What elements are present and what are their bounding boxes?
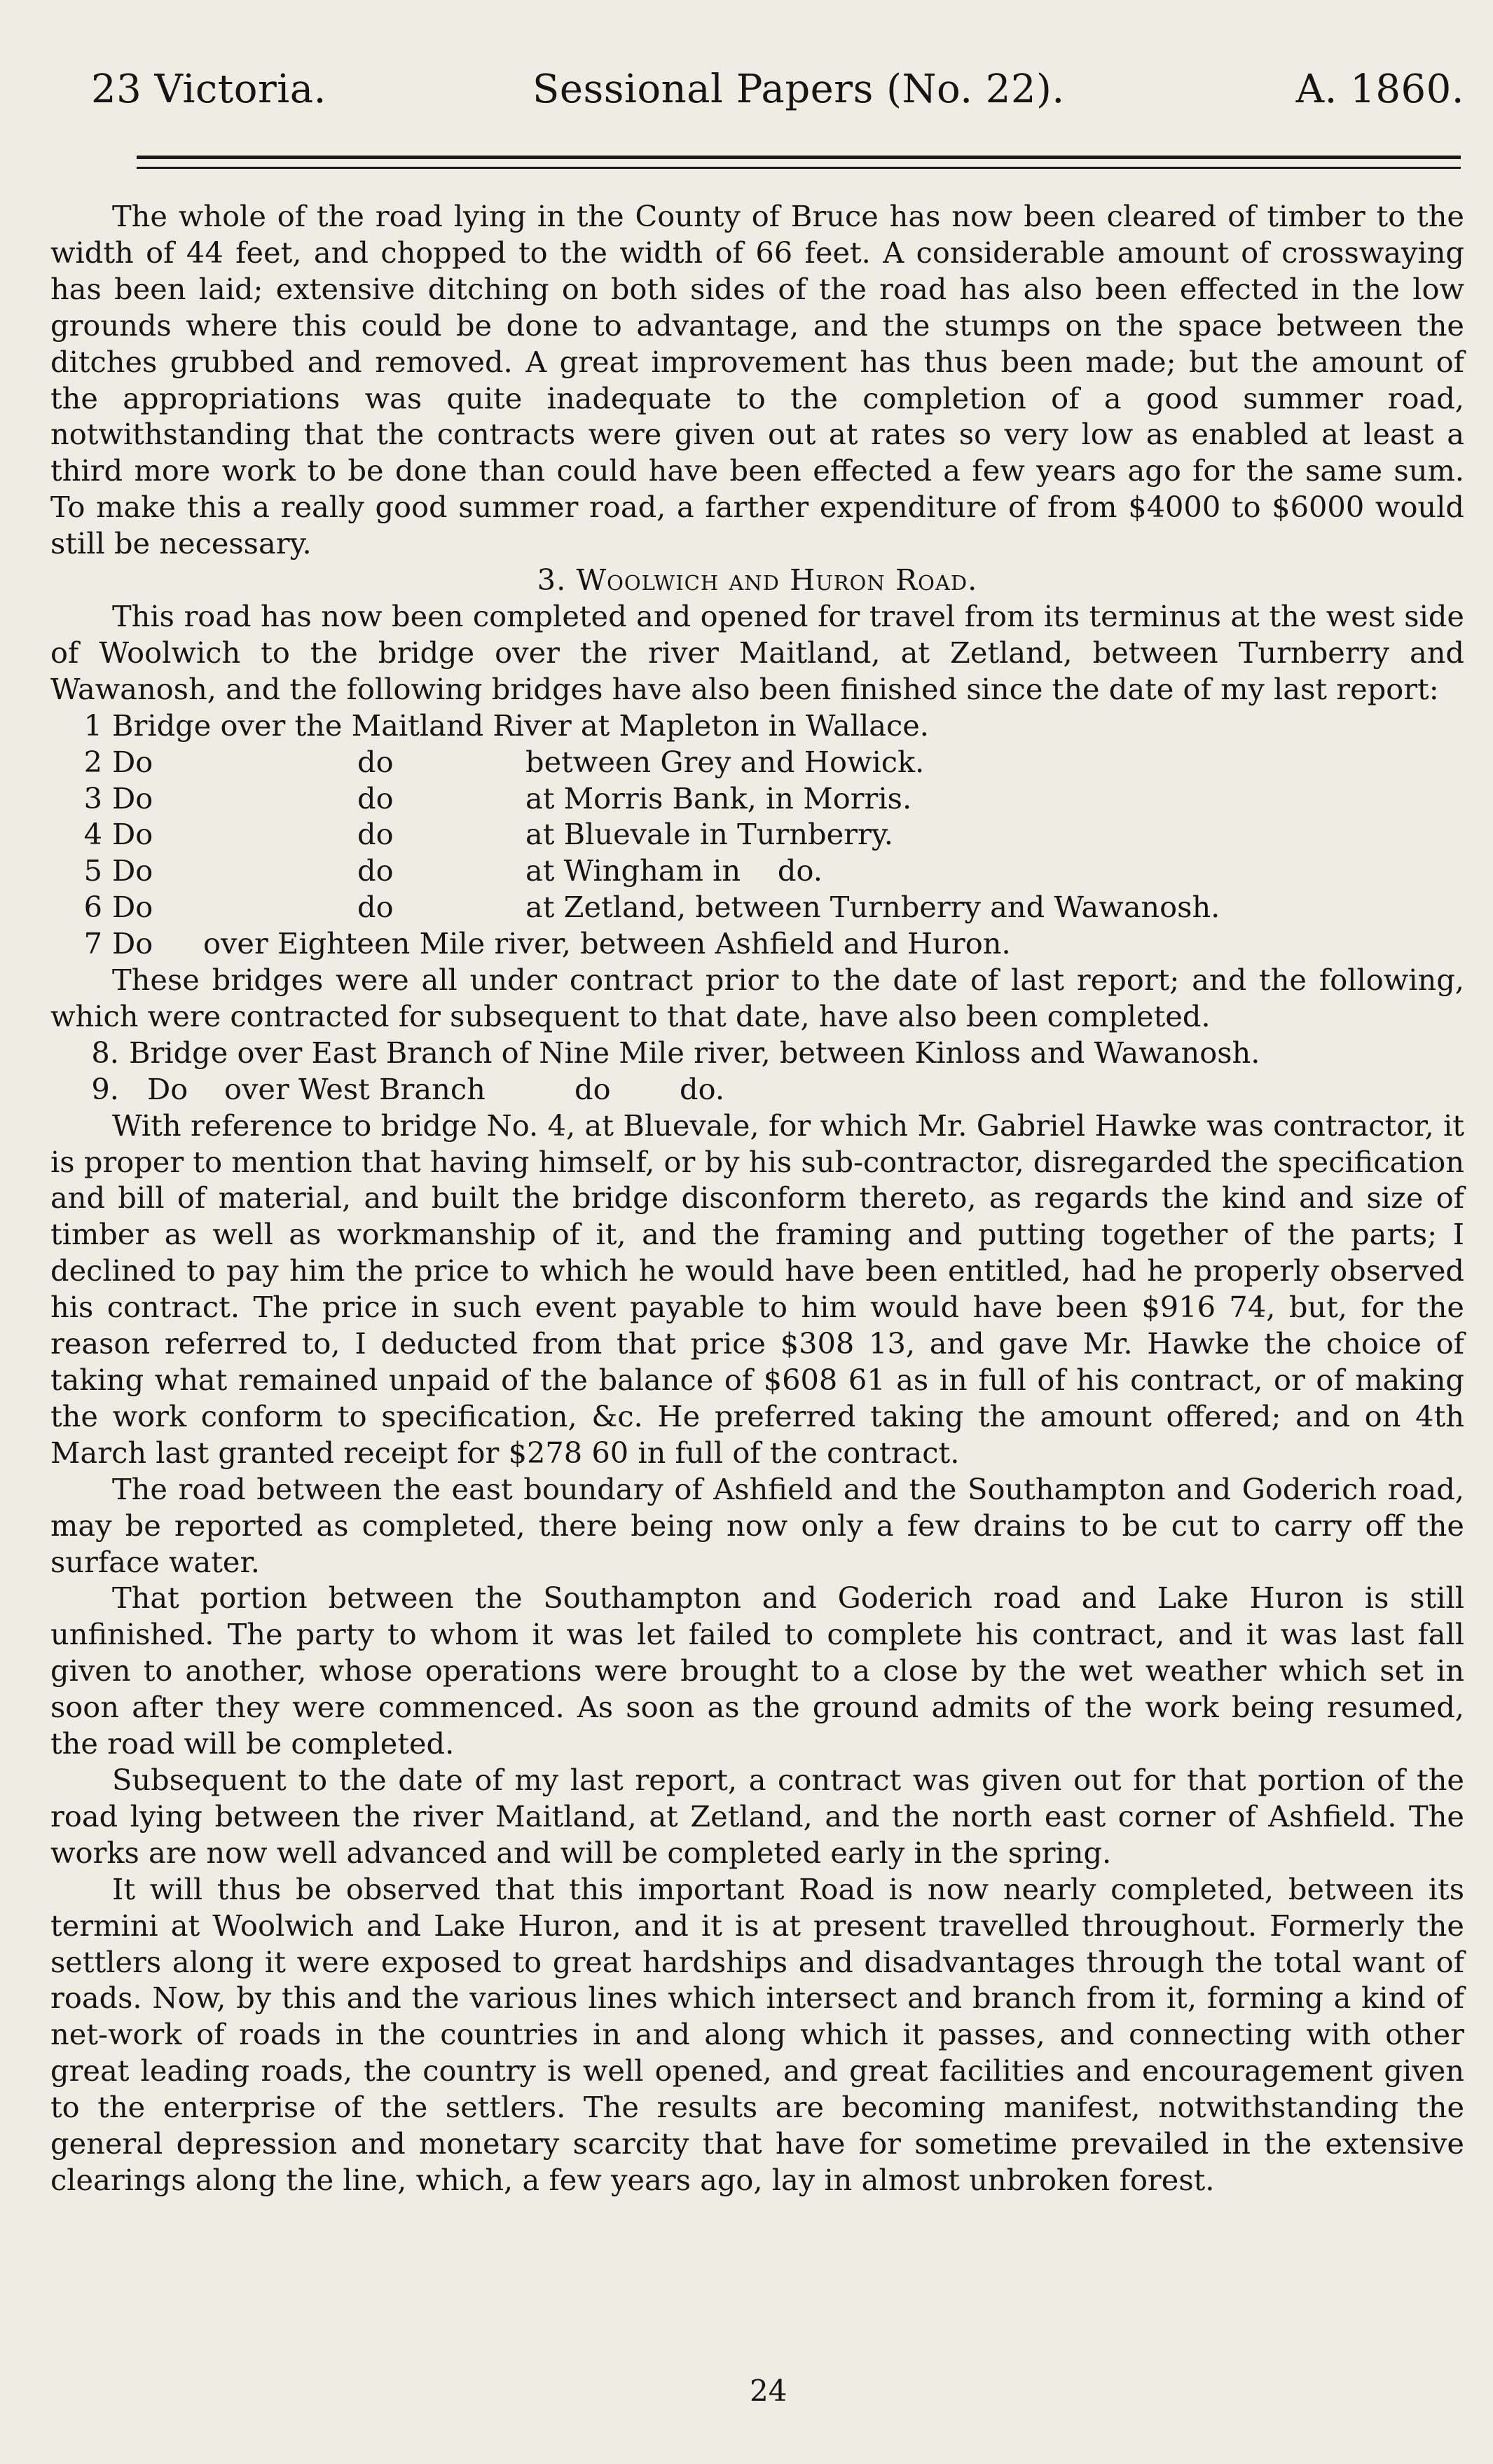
header-rule-thin — [137, 167, 1461, 169]
header-rule-thick — [137, 156, 1461, 159]
bridge-list-item — [50, 889, 1464, 925]
paragraph: That portion between the Southampton and Goderich road and Lake Huron is still unfinished. The party to whom it was let failed to complete his contract, and it was last fall given to another, whose operations were brought to a close by the wet weather which set in soon after they were commenced. As soon as the ground admits of the work being resumed, the road will be completed. — [50, 1581, 1464, 1761]
item-text: at Zetland, between Turnberry and Wawanosh. — [525, 890, 1220, 925]
section-heading: 3. Woolwich and Huron Road. — [537, 563, 978, 598]
item-text: over West Branch — [224, 1071, 486, 1106]
item-text: over Eighteen Mile river, between Ashfield and Huron. — [203, 926, 1011, 961]
ditto-mark: Do — [112, 890, 153, 925]
bridge-list-item — [50, 780, 1464, 817]
ditto-mark: do — [357, 890, 394, 925]
bridge-list-item — [50, 1071, 1464, 1108]
item-text: at Morris Bank, in Morris. — [525, 780, 912, 815]
paragraph: This road has now been completed and opened for travel from its terminus at the west side of Woolwich to the bridge over the river Maitland, at Zetland, between Turnberry and Wawanosh, and the following bridges have also been finished since the date of my last report: — [50, 598, 1464, 706]
item-number: 3 — [83, 780, 102, 815]
ditto-mark: Do — [147, 1071, 188, 1106]
item-text: Bridge over East Branch of Nine Mile river, between Kinloss and Wawanosh. — [129, 1035, 1260, 1070]
item-text: between Grey and Howick. — [525, 744, 925, 779]
item-number: 7 — [83, 926, 102, 961]
ditto-mark: do — [357, 780, 394, 815]
item-number: 4 — [83, 817, 102, 852]
ditto-mark: do — [357, 744, 394, 779]
item-text: at Bluevale in Turnberry. — [525, 817, 893, 852]
item-number: 8. — [91, 1035, 119, 1070]
document-body — [50, 198, 1464, 2198]
ditto-mark: Do — [112, 780, 153, 815]
ditto-mark: do — [575, 1071, 611, 1106]
item-text: at Wingham in do. — [525, 853, 823, 888]
item-number: 1 — [83, 708, 102, 743]
bridge-list-item — [50, 816, 1464, 853]
item-number: 5 — [83, 853, 102, 888]
bridge-list-item — [50, 853, 1464, 889]
item-number: 6 — [83, 890, 102, 925]
header-session: 23 Victoria. — [91, 67, 326, 112]
bridge-list-item — [50, 925, 1464, 962]
item-text: Bridge over the Maitland River at Mapleton in Wallace. — [112, 708, 929, 743]
paragraph: It will thus be observed that this important Road is now nearly completed, between its termini at Woolwich and Lake Huron, and it is at present travelled throughout. Formerly the settlers along it were exposed to great hardships and disadvantages through the total want of roads. Now, by this and the various lines which intersect and branch from it, forming a kind of net-work of roads in the countries in and along which it passes, and connecting with other great leading roads, the country is well opened, and great facilities and encouragement given to the enterprise of the settlers. The results are becoming manifest, notwithstanding the general depression and monetary scarcity that have for sometime prevailed in the extensive clearings along the line, which, a few years ago, lay in almost unbroken forest. — [50, 1871, 1464, 2197]
item-number: 9. — [91, 1071, 119, 1106]
paragraph: The road between the east boundary of Ashfield and the Southampton and Goderich road, may be reported as completed, there being now only a few drains to be cut to carry off the surface water. — [50, 1471, 1464, 1579]
bridge-list-item — [50, 708, 1464, 744]
ditto-mark: do — [357, 817, 394, 852]
item-number: 2 — [83, 744, 102, 779]
ditto-mark: Do — [112, 926, 153, 961]
ditto-mark: Do — [112, 853, 153, 888]
ditto-mark: Do — [112, 744, 153, 779]
header-title: Sessional Papers (No. 22). — [532, 67, 1065, 112]
paragraph: Subsequent to the date of my last report, a contract was given out for that portion of the road lying between the river Maitland, at Zetland, and the north east corner of Ashfield. The works are now well advanced and will be completed early in the spring. — [50, 1762, 1464, 1870]
running-header — [70, 67, 1464, 130]
paragraph: These bridges were all under contract prior to the date of last report; and the following, which were contracted for subsequent to that date, have also been completed. — [50, 963, 1464, 1033]
page-number: 24 — [750, 2374, 787, 2408]
bridge-list-item — [50, 744, 1464, 780]
header-year: A. 1860. — [1295, 67, 1464, 112]
paragraph: The whole of the road lying in the County of Bruce has now been cleared of timber to the width of 44 feet, and chopped to the width of 66 feet. A considerable amount of crosswaying has been laid; extensive ditching on both sides of the road has also been effected in the low grounds where this could be done to advantage, and the stumps on the space between the ditches grubbed and removed. A great improvement has thus been made; but the amount of the appropriations was quite inadequate to the completion of a good summer road, notwithstanding that the contracts were given out at rates so very low as enabled at least a third more work to be done than could have been effected a few years ago for the same sum. To make this a really good summer road, a farther expenditure of from $4000 to $6000 would still be necessary. — [50, 199, 1464, 561]
ditto-mark: do. — [680, 1071, 725, 1106]
ditto-mark: do — [357, 853, 394, 888]
bridge-list-item — [50, 1035, 1464, 1071]
ditto-mark: Do — [112, 817, 153, 852]
paragraph: With reference to bridge No. 4, at Bluevale, for which Mr. Gabriel Hawke was contractor, it is proper to mention that having himself, or by his sub-contractor, disregarded the specification and bill of material, and built the bridge disconform thereto, as regards the kind and size of timber as well as workmanship of it, and the framing and putting together of the parts; I declined to pay him the price to which he would have been entitled, had he properly observed his contract. The price in such event payable to him would have been $916 74, but, for the reason referred to, I deducted from that price $308 13, and gave Mr. Hawke the choice of taking what remained unpaid of the balance of $608 61 as in full of his contract, or of making the work conform to specification, &c. He preferred taking the amount offered; and on 4th March last granted receipt for $278 60 in full of the contract. — [50, 1108, 1464, 1470]
